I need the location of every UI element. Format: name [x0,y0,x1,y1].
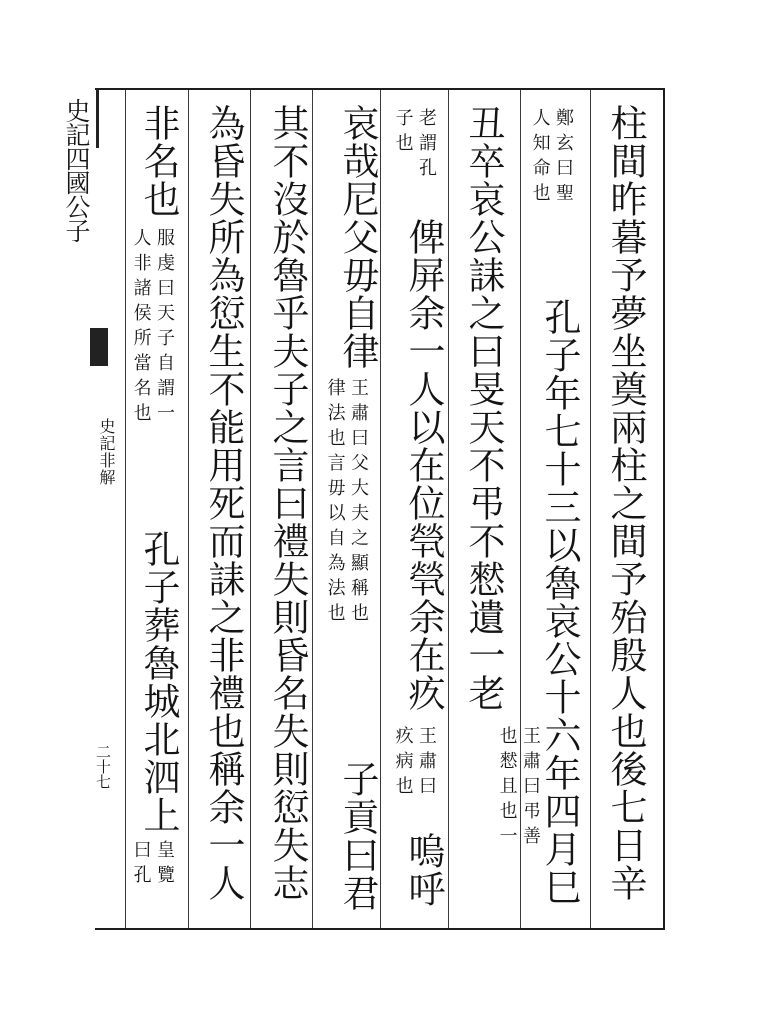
commentary-line: 皇覽 [154,840,175,890]
commentary-column-8b [128,840,176,925]
column-rule [590,90,591,928]
text-column-3: 丑卒哀公誄之曰旻天不弔不憖遺一老 [462,104,505,712]
text-column-4-tail: 嗚呼 [402,832,445,908]
column-rule [448,90,449,928]
commentary-line: 也憖且也一 [496,726,518,851]
column-rule [250,90,251,928]
text-column-8: 非名也 [137,104,180,218]
text-column-6: 其不沒於魯乎夫子之言曰禮失則昏名失則愆失志 [266,104,309,902]
page-number: 二十七 [94,744,112,789]
column-rule [188,90,189,928]
right-border [663,88,665,930]
commentary-column-2b [494,726,542,926]
text-column-7: 為昏失所為愆生不能用死而誄之非禮也稱余一人 [202,104,245,902]
commentary-line: 服虔曰天子自謂一 [154,228,175,428]
commentary-column-4b [390,726,438,836]
commentary-line: 王肅曰父大夫之顯稱也 [348,378,369,628]
text-column-5: 哀哉尼父毋自律 [336,104,379,370]
source-label: 史記非解 [97,418,116,486]
column-rule [312,90,313,928]
commentary-line: 鄭玄曰聖 [553,108,574,208]
commentary-line: 人非諸侯所當名也 [130,228,152,428]
commentary-line: 王肅曰弔善 [520,726,541,851]
commentary-line: 王肅曰 [416,726,437,801]
commentary-line: 曰孔 [130,840,152,890]
commentary-column-8a [128,228,176,528]
commentary-line: 子也 [392,108,414,158]
commentary-column-5 [322,378,370,758]
column-rule [125,90,126,928]
book-title: 史記四國公子 [62,98,91,242]
column-rule [380,90,381,928]
commentary-line: 老謂孔 [416,108,437,183]
bottom-border [95,928,665,930]
commentary-line: 人知命也 [529,108,551,208]
commentary-column-2a [527,108,575,288]
text-column-2: 孔子年七十三以魯哀公十六年四月巳 [538,298,581,906]
commentary-line: 疚病也 [392,726,414,801]
commentary-line: 律法也言毋以自為法也 [324,378,346,628]
text-column-8-tail: 孔子葬魯城北泗上 [137,530,180,834]
text-column-1: 柱間昨暮予夢坐奠兩柱之間予殆殷人也後七日辛 [604,104,647,902]
page-edge-mark [96,88,99,148]
fish-tail-mark [90,328,108,366]
text-column-5-tail: 子貢曰君 [336,760,379,912]
text-column-4: 俾屏余一人以在位煢煢余在疚 [402,218,445,712]
commentary-column-4a [390,108,438,218]
